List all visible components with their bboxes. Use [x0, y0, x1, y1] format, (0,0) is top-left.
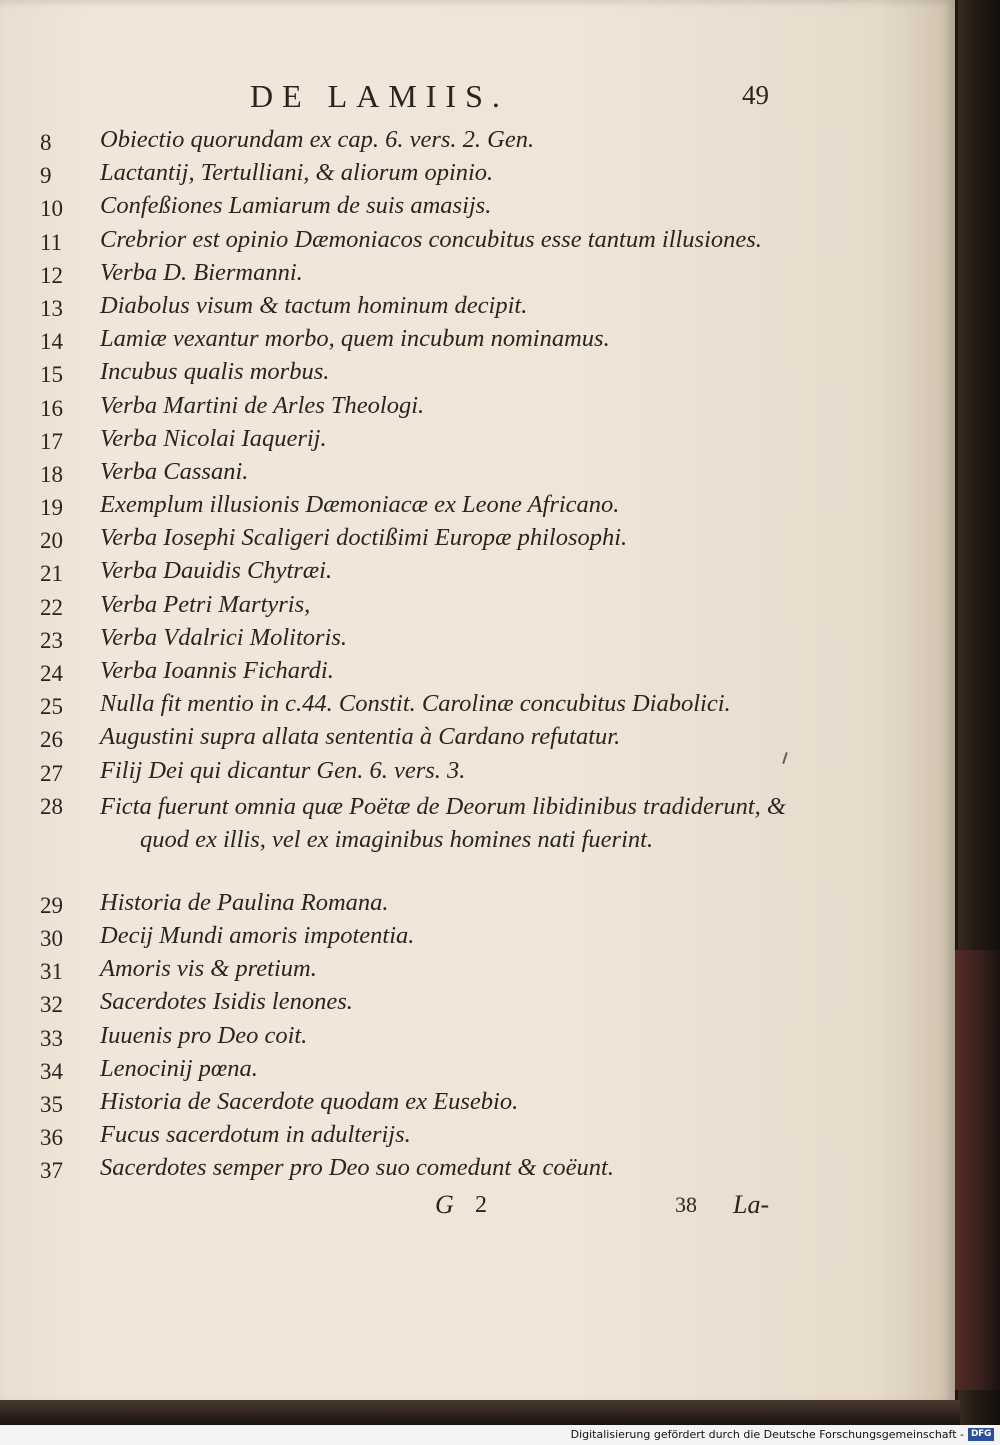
attribution-bar: [0, 1425, 1000, 1445]
entry-text: Verba Martini de Arles Theologi.: [100, 391, 425, 419]
attribution-text: Digitalisierung gefördert durch die Deutsche Forschungsgemeinschaft -: [570, 1428, 964, 1441]
entry-text: Verba Vdalrici Molitoris.: [100, 623, 348, 651]
list-item: [40, 358, 800, 391]
entry-text: Sacerdotes Isidis lenones.: [100, 988, 353, 1016]
entry-text: Verba Cassani.: [100, 457, 249, 485]
entry-text: Verba Petri Martyris,: [100, 590, 311, 618]
entry-text: Obiectio quorundam ex cap. 6. vers. 2. Gen.: [100, 126, 535, 153]
list-item: [40, 1088, 800, 1121]
list-item: [40, 988, 800, 1021]
entry-text: Iuuenis pro Deo coit.: [100, 1021, 308, 1049]
entry-number: 22: [40, 594, 63, 620]
entry-number: 12: [40, 262, 63, 288]
entry-number: 23: [40, 627, 63, 653]
entry-number: 34: [40, 1058, 63, 1084]
entry-number: 29: [40, 892, 63, 918]
entry-text: Verba Dauidis Chytræi.: [100, 557, 333, 585]
list-item: [40, 524, 800, 557]
list-item: [40, 757, 800, 790]
entry-text: Exemplum illusionis Dæmoniacæ ex Leone Africano.: [100, 491, 620, 519]
list-item: [40, 226, 800, 259]
entry-text: Lactantij, Tertulliani, & aliorum opinio.: [100, 159, 494, 187]
entry-text: Confeßiones Lamiarum de suis amasijs.: [100, 192, 492, 220]
list-item: [40, 458, 800, 491]
entry-text: Lamiæ vexantur morbo, quem incubum nominamus.: [100, 325, 610, 353]
entry-text: Ficta fuerunt omnia quæ Poëtæ de Deorum libidinibus tradiderunt, & quod ex illis, vel ex imaginibus homines nati fuerint.: [100, 792, 786, 853]
page-footer: [435, 1190, 795, 1230]
entry-number: 30: [40, 925, 63, 951]
entry-number: 32: [40, 992, 63, 1018]
entry-text: Diabolus visum & tactum hominum decipit.: [100, 291, 528, 319]
list-item: [40, 325, 800, 358]
entry-number: 10: [40, 196, 63, 222]
page-number: 49: [742, 80, 769, 110]
entry-number: 9: [40, 163, 52, 189]
entry-number: 27: [40, 760, 63, 786]
list-item: [40, 159, 800, 192]
entry-text: Nulla fit mentio in c.44. Constit. Carolinæ concubitus Diabolici.: [100, 690, 731, 718]
list-item: [40, 1154, 800, 1187]
list-item: [40, 790, 800, 889]
list-item: [40, 1055, 800, 1088]
entry-number: 37: [40, 1158, 63, 1184]
entry-number: 28: [40, 793, 63, 819]
list-item: [40, 922, 800, 955]
list-item: [40, 889, 800, 922]
entry-number: 31: [40, 959, 63, 985]
entry-text: Historia de Paulina Romana.: [100, 888, 389, 916]
list-item: [40, 392, 800, 425]
book-edge-lower: [948, 950, 1000, 1390]
entry-text: Historia de Sacerdote quodam ex Eusebio.: [100, 1087, 519, 1115]
list-item: [40, 1121, 800, 1154]
signature-mark: G: [435, 1190, 456, 1219]
entry-text: Lenocinij pœna.: [100, 1054, 258, 1082]
page-header: [250, 78, 790, 118]
entry-number: 33: [40, 1025, 63, 1051]
list-item: [40, 955, 800, 988]
catchword-number: 38: [675, 1192, 697, 1217]
entry-number: 13: [40, 295, 63, 321]
entry-number: 16: [40, 395, 63, 421]
list-item: [40, 690, 800, 723]
entry-number: 8: [40, 130, 52, 155]
entry-number: 15: [40, 362, 63, 388]
list-item: [40, 491, 800, 524]
dfg-logo-icon: DFG: [968, 1428, 994, 1441]
entry-text: Amoris vis & pretium.: [100, 955, 317, 983]
entry-text: Sacerdotes semper pro Deo suo comedunt & coëunt.: [100, 1154, 614, 1182]
list-item: [40, 192, 800, 225]
list-item: [40, 425, 800, 458]
entry-text: Filij Dei qui dicantur Gen. 6. vers. 3.: [100, 756, 466, 784]
signature-number: 2: [475, 1192, 487, 1218]
entry-number: 17: [40, 428, 63, 454]
entry-list: [40, 126, 800, 1187]
entry-number: 24: [40, 661, 63, 686]
entry-number: 21: [40, 561, 63, 587]
running-head: DE LAMIIS.: [250, 78, 509, 114]
list-item: [40, 259, 800, 292]
entry-text: Incubus qualis morbus.: [100, 358, 330, 386]
entry-number: 20: [40, 528, 63, 554]
list-item: [40, 657, 800, 690]
entry-text: Verba Nicolai Iaquerij.: [100, 424, 327, 452]
list-item: [40, 557, 800, 590]
entry-text: Crebrior est opinio Dæmoniacos concubitus esse tantum illusiones.: [100, 225, 762, 253]
list-item: [40, 591, 800, 624]
entry-number: 11: [40, 229, 63, 255]
entry-number: 14: [40, 329, 63, 355]
entry-text: Verba Ioannis Fichardi.: [100, 657, 334, 684]
entry-number: 26: [40, 727, 63, 753]
list-item: [40, 723, 800, 756]
list-item: [40, 624, 800, 657]
entry-number: 36: [40, 1125, 63, 1151]
list-item: [40, 292, 800, 325]
entry-number: 18: [40, 461, 63, 487]
entry-number: 35: [40, 1091, 63, 1117]
list-item: [40, 126, 800, 159]
page-bottom-shadow: [0, 1400, 960, 1425]
entry-number: 19: [40, 495, 63, 521]
list-item: [40, 1022, 800, 1055]
catchword: La-: [733, 1190, 770, 1219]
entry-text: Verba D. Biermanni.: [100, 258, 303, 286]
entry-text: Augustini supra allata sententia à Cardano refutatur.: [100, 723, 621, 751]
entry-text: Fucus sacerdotum in adulterijs.: [100, 1121, 411, 1149]
entry-number: 25: [40, 694, 63, 720]
entry-text: Decij Mundi amoris impotentia.: [100, 921, 415, 949]
entry-text: Verba Iosephi Scaligeri doctißimi Europæ philosophi.: [100, 524, 628, 552]
